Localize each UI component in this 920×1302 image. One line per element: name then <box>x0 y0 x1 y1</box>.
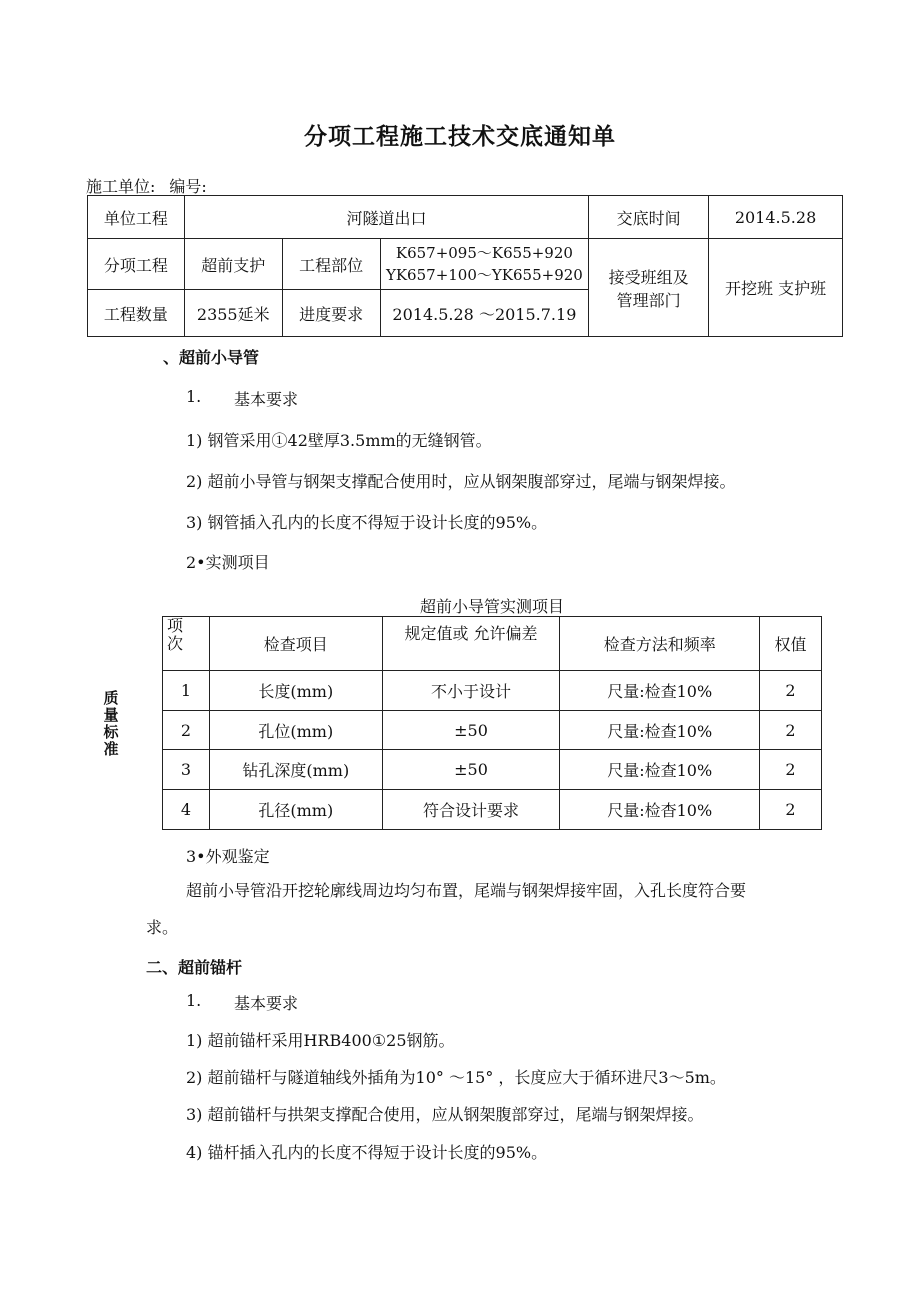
receiver-value: 开挖班 支护班 <box>709 239 843 337</box>
row-value: 不小于设计 <box>382 671 560 711</box>
table-row <box>163 671 822 711</box>
construction-unit-label: 施工单位: <box>86 177 156 196</box>
unit-project-label: 单位工程 <box>88 196 185 239</box>
inspection-table <box>162 616 822 830</box>
row-value: ±50 <box>382 711 560 750</box>
section1-item-2: 2) 超前小导管与钢架支撑配合使用时，应从钢架腹部穿过，尾端与钢架焊接。 <box>186 472 736 491</box>
row-method: 尺量:检查10% <box>560 750 760 790</box>
side-char-3: 标 <box>103 723 119 741</box>
appearance-text-line-2: 求。 <box>146 918 179 937</box>
handover-time-label: 交底时间 <box>589 196 709 239</box>
section2-item-3: 3) 超前锚杆与拱架支撑配合使用，应从钢架腹部穿过，尾端与钢架焊接。 <box>186 1105 704 1124</box>
schedule-label: 进度要求 <box>282 290 380 337</box>
header-tolerance: 规定值或 允许偏差 <box>382 617 560 671</box>
receiver-label <box>589 239 709 337</box>
project-location-label: 工程部位 <box>282 239 380 290</box>
row-value: ±50 <box>382 750 560 790</box>
info-table <box>87 195 843 337</box>
row-weight: 2 <box>760 790 822 830</box>
header-line <box>86 174 221 197</box>
header-method: 检查方法和频率 <box>560 617 760 671</box>
location-line-2: YK657+100～YK655+920 <box>385 266 583 284</box>
project-location-value <box>380 239 589 290</box>
side-char-4: 准 <box>103 740 119 758</box>
appearance-text-line-1: 超前小导管沿开挖轮廓线周边均匀布置，尾端与钢架焊接牢固，入孔长度符合要 <box>186 881 747 900</box>
row-no: 4 <box>163 790 210 830</box>
header-item-no-line-1: 项 <box>167 616 184 635</box>
schedule-value: 2014.5.28 ～2015.7.19 <box>380 290 589 337</box>
section1-heading: 、超前小导管 <box>163 348 260 367</box>
section2-item-4: 4) 锚杆插入孔内的长度不得短于设计长度的95%。 <box>186 1143 548 1162</box>
location-line-1: K657+095～K655+920 <box>395 244 573 262</box>
measure-heading: 2•实测项目 <box>186 553 270 572</box>
number-label: 编号: <box>169 177 207 196</box>
appearance-heading: 3•外观鉴定 <box>186 847 270 866</box>
section2-item-2: 2) 超前锚杆与隧道轴线外插角为10° ～15° ，长度应大于循环进尺3～5m。 <box>186 1068 726 1087</box>
row-method: 尺量:检查10% <box>560 671 760 711</box>
table-row <box>163 750 822 790</box>
section2-heading: 二、超前锚杆 <box>146 958 243 977</box>
row-no: 1 <box>163 671 210 711</box>
section1-item-1: 1) 钢管采用①42壁厚3.5mm的无缝钢管。 <box>186 431 492 450</box>
unit-project-value: 河隧道出口 <box>184 196 588 239</box>
row-weight: 2 <box>760 711 822 750</box>
row-item: 孔径(mm) <box>209 790 382 830</box>
row-item: 孔位(mm) <box>209 711 382 750</box>
section1-basic-num: 1. <box>186 387 202 406</box>
section1-item-3: 3) 钢管插入孔内的长度不得短于设计长度的95%。 <box>186 513 548 532</box>
section2-basic-label: 基本要求 <box>234 994 299 1013</box>
section1-basic-label: 基本要求 <box>234 390 299 409</box>
side-char-1: 质 <box>103 689 119 707</box>
quantity-label: 工程数量 <box>88 290 185 337</box>
row-item: 长度(mm) <box>209 671 382 711</box>
section2-item-1: 1) 超前锚杆采用HRB400①25钢筋。 <box>186 1031 455 1050</box>
document-title: 分项工程施工技术交底通知单 <box>304 124 616 150</box>
quantity-value: 2355延米 <box>184 290 282 337</box>
header-weight: 权值 <box>760 617 822 671</box>
row-item: 钻孔深度(mm) <box>209 750 382 790</box>
quality-standard-label <box>102 690 120 758</box>
header-check-item: 检查项目 <box>209 617 382 671</box>
row-no: 3 <box>163 750 210 790</box>
section2-basic-num: 1. <box>186 991 202 1010</box>
row-method: 尺量:检杳10% <box>560 790 760 830</box>
receiver-label-line-2: 管理部门 <box>616 290 681 310</box>
row-value: 符合设计要求 <box>382 790 560 830</box>
sub-project-value: 超前支护 <box>184 239 282 290</box>
row-weight: 2 <box>760 671 822 711</box>
handover-time-value: 2014.5.28 <box>709 196 843 239</box>
row-no: 2 <box>163 711 210 750</box>
header-item-no-line-2: 次 <box>167 634 184 653</box>
sub-project-label: 分项工程 <box>88 239 185 290</box>
table-header-row <box>163 617 822 671</box>
header-item-no <box>163 617 210 671</box>
row-weight: 2 <box>760 750 822 790</box>
table-row <box>163 790 822 830</box>
table-row <box>163 711 822 750</box>
row-method: 尺量:检查10% <box>560 711 760 750</box>
table-caption: 超前小导管实测项目 <box>419 597 564 616</box>
side-char-2: 量 <box>103 706 119 724</box>
receiver-label-line-1: 接受班组及 <box>608 267 689 287</box>
